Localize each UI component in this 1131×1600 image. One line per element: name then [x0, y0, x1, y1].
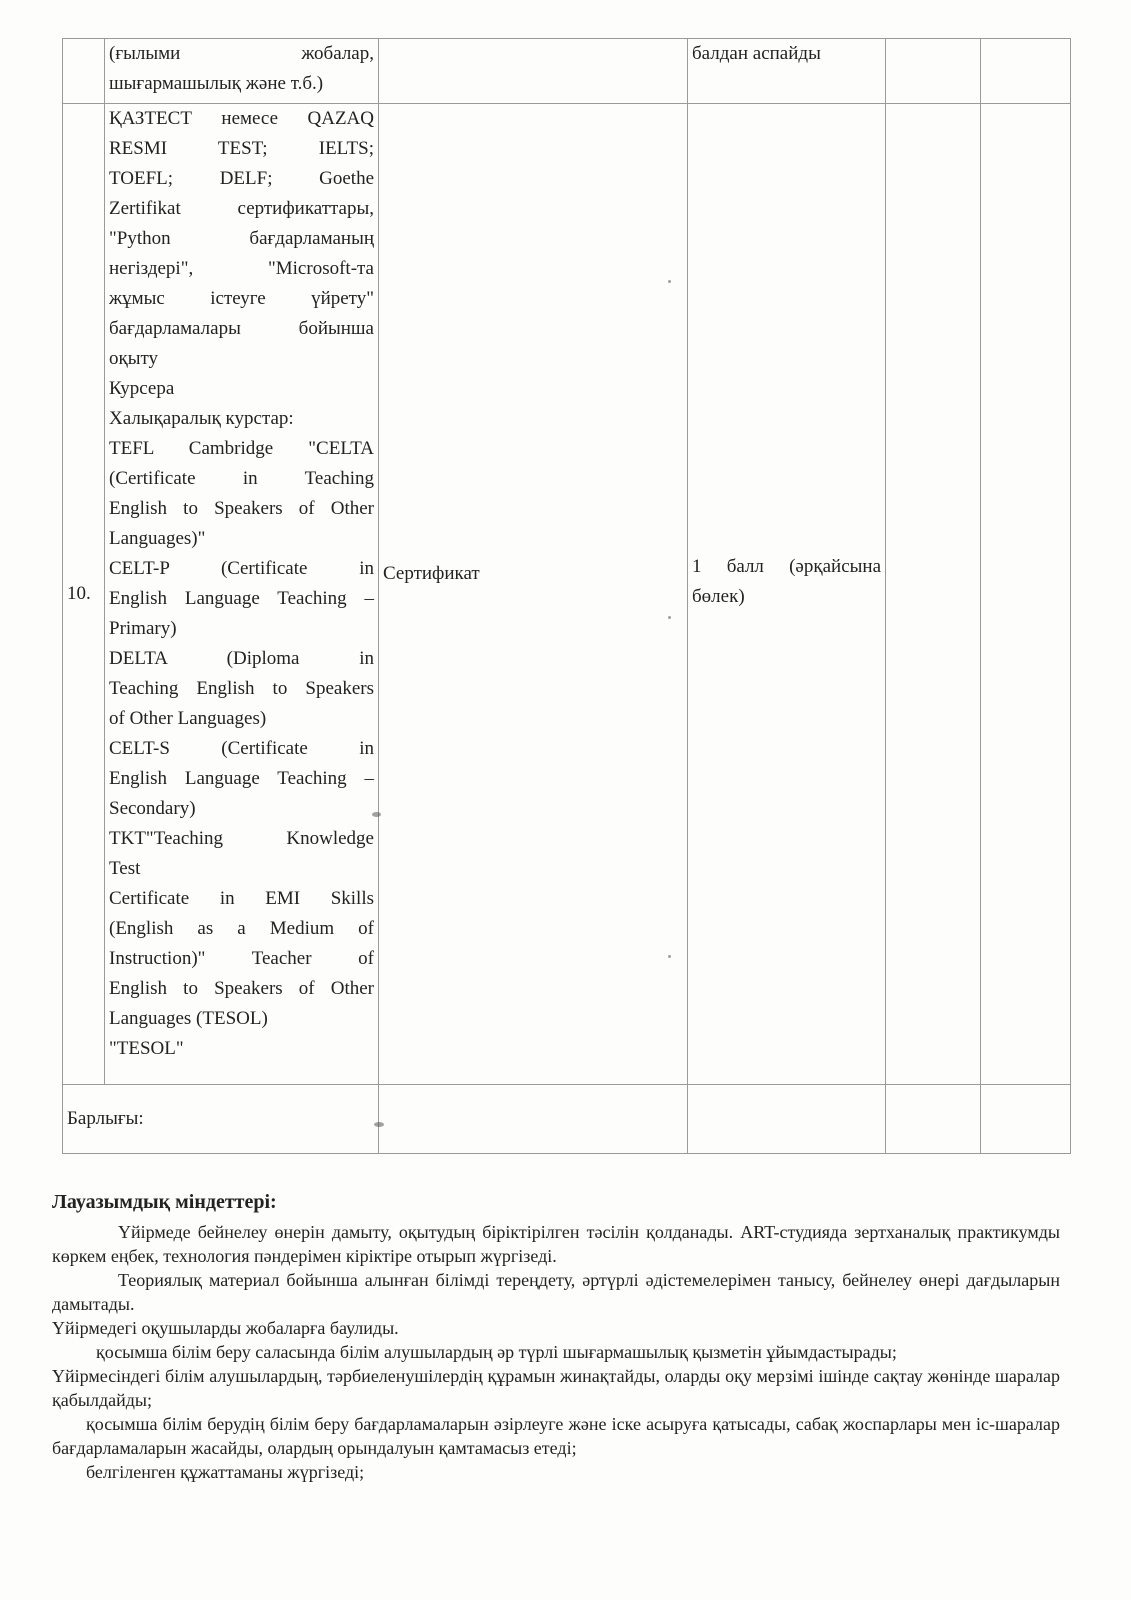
duty-paragraph: Үйірмесіндегі білім алушылардың, тәрбиеленушілердің құрамын жинақтайды, оларды оқу мерзімі ішінде сақтау жөнінде шаралар қабылдайды;: [52, 1366, 1060, 1410]
document-cell: [379, 39, 688, 104]
empty-cell: [981, 104, 1071, 1085]
criterion-line: ҚАЗТЕСТ немесе QAZAQ: [109, 108, 374, 129]
score-text: 1 балл (әрқайсына бөлек): [692, 556, 881, 607]
total-label: Барлығы:: [67, 1108, 144, 1129]
document-text: Сертификат: [383, 563, 480, 584]
criterion-line: Certificate in EMI Skills: [109, 888, 374, 909]
criterion-line: "Python бағдарламаның: [109, 228, 374, 249]
criterion-line: Instruction)" Teacher of: [109, 948, 374, 969]
criterion-line: of Other Languages): [109, 708, 267, 729]
table-row: [63, 39, 1071, 104]
empty-cell: [886, 104, 981, 1085]
scan-speck: [374, 1122, 384, 1127]
criterion-cell: [105, 104, 379, 1085]
table-row: [63, 104, 1071, 1085]
criterion-line: TEFL Cambridge "CELTA: [109, 438, 374, 459]
duty-paragraph: Үйірмеде бейнелеу өнерін дамыту, оқытудың біріктірілген тәсілін қолданады. ART-студияда зертханалық практикумды көркем еңбек, технология пәндерімен кіріктіре отырып жүргізеді.: [52, 1222, 1060, 1266]
empty-cell: [981, 1085, 1071, 1154]
duty-paragraph: қосымша білім беру саласында білім алушылардың әр түрлі шығармашылық қызметін ұйымдастырады;: [96, 1342, 897, 1362]
criteria-table: [62, 38, 1071, 1154]
criterion-line: English to Speakers of Other: [109, 978, 374, 999]
criterion-line: English Language Teaching –: [109, 768, 374, 789]
empty-cell: [688, 1085, 886, 1154]
criterion-line: Primary): [109, 618, 177, 639]
criterion-cell: [105, 39, 379, 104]
criterion-line: оқыту: [109, 348, 159, 369]
criterion-line: Languages (TESOL): [109, 1008, 268, 1029]
criterion-line: TKT"Teaching Knowledge: [109, 828, 374, 849]
criterion-line: Secondary): [109, 798, 196, 819]
duty-paragraph: қосымша білім берудің білім беру бағдарламаларын әзірлеуге және іске асыруға қатысады, сабақ жоспарлары мен іс-шаралар бағдарламаларын жасайды, олардың орындалуын қамтамасыз етеді;: [52, 1414, 1060, 1458]
number-cell: [63, 39, 105, 104]
criterion-line: CELT-S (Certificate in: [109, 738, 374, 759]
criterion-text: [109, 39, 374, 99]
criterion-line: "TESOL": [109, 1038, 184, 1059]
row-number: 10.: [67, 583, 91, 604]
criterion-line: DELTA (Diploma in: [109, 648, 374, 669]
criterion-line: (Certificate in Teaching: [109, 468, 374, 489]
criterion-line: негіздері", "Microsoft-та: [109, 258, 374, 279]
criterion-line: TOEFL; DELF; Goethe: [109, 168, 374, 189]
score-text: балдан аспайды: [692, 43, 821, 64]
scan-speck: [668, 955, 671, 958]
empty-cell: [379, 1085, 688, 1154]
score-cell: [688, 104, 886, 1085]
criterion-line: CELT-P (Certificate in: [109, 558, 374, 579]
criterion-line: English to Speakers of Other: [109, 498, 374, 519]
criterion-line: жұмыс істеуге үйрету": [109, 288, 374, 309]
table-row: [63, 1085, 1071, 1154]
criterion-line: Languages)": [109, 528, 206, 549]
total-cell: [63, 1085, 379, 1154]
duties-heading: Лауазымдық міндеттері:: [52, 1191, 277, 1213]
criterion-text: [109, 104, 374, 1064]
scan-speck: [668, 280, 671, 283]
duty-paragraph: белгіленген құжаттаманы жүргізеді;: [86, 1462, 365, 1482]
criterion-line: (ғылыми жобалар,: [109, 43, 374, 64]
number-cell: [63, 104, 105, 1085]
score-cell: [688, 39, 886, 104]
criterion-line: Курсера: [109, 378, 175, 399]
criterion-line: Zertifikat сертификаттары,: [109, 198, 374, 219]
scan-speck: [372, 812, 381, 817]
criterion-line: Teaching English to Speakers: [109, 678, 374, 699]
document-cell: [379, 104, 688, 1085]
criterion-line: бағдарламалары бойынша: [109, 318, 374, 339]
criterion-line: RESMI TEST; IELTS;: [109, 138, 374, 159]
criterion-line: Халықаралық курстар:: [109, 408, 294, 429]
duties-section: [52, 1190, 1060, 1484]
scan-speck: [668, 616, 671, 619]
duty-paragraph: Теориялық материал бойынша алынған білімді тереңдету, әртүрлі әдістемелерімен танысу, бейнелеу өнері дағдыларын дамытады.: [52, 1270, 1060, 1314]
criterion-line: (English as a Medium of: [109, 918, 374, 939]
empty-cell: [886, 1085, 981, 1154]
empty-cell: [981, 39, 1071, 104]
criterion-line: шығармашылық және т.б.): [109, 73, 324, 94]
duty-paragraph: Үйірмедегі оқушыларды жобаларға баулиды.: [52, 1318, 399, 1338]
criterion-line: Test: [109, 858, 141, 879]
empty-cell: [886, 39, 981, 104]
criterion-line: English Language Teaching –: [109, 588, 374, 609]
